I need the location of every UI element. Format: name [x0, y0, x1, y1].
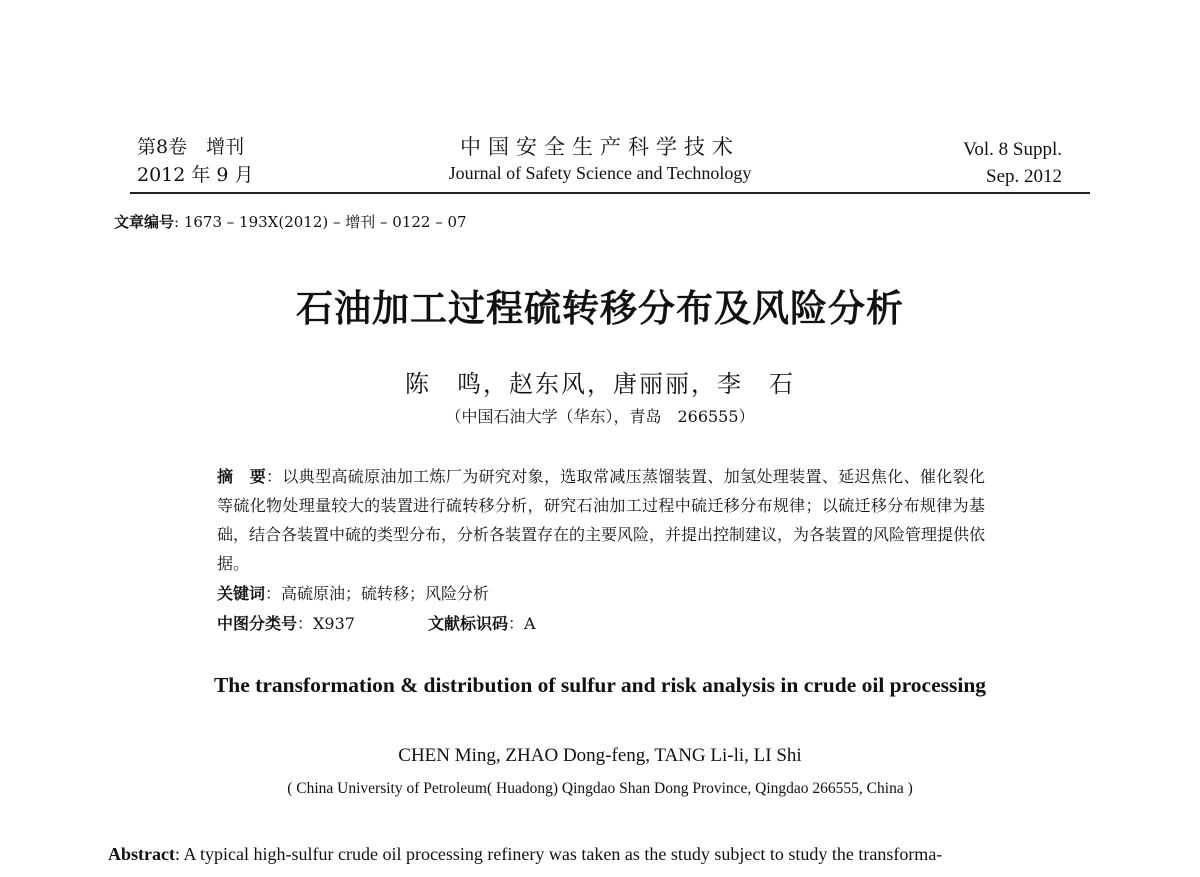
abstract-en — [108, 839, 1100, 870]
volume-issue-cn: 第8卷 增刊 — [137, 136, 245, 158]
article-number-label: 文章编号 — [114, 213, 175, 231]
document-code-label: 文献标识码 — [428, 614, 509, 633]
classification-label: 中图分类号 — [217, 614, 298, 633]
affiliation-cn: （中国石油大学（华东），青岛 266555） — [445, 407, 755, 426]
authors-en: CHEN Ming, ZHAO Dong-feng, TANG Li-li, LI Shi — [398, 745, 802, 766]
date-en: Sep. 2012 — [986, 166, 1062, 187]
affiliation-en: ( China University of Petroleum( Huadong) Qingdao Shan Dong Province, Qingdao 266555, China ) — [287, 780, 913, 797]
title-en: The transformation & distribution of sulfur and risk analysis in crude oil processing — [213, 673, 987, 697]
document-code-text: ：A — [508, 614, 536, 633]
keywords-cn — [217, 581, 489, 604]
abstract-cn — [217, 462, 985, 578]
journal-name-en: Journal of Safety Science and Technology — [448, 163, 752, 183]
abstract-en-label: Abstract — [108, 844, 175, 864]
abstract-en-text: : A typical high-sulfur crude oil processing refinery was taken as the study subject to study the transforma- — [174, 844, 943, 864]
date-cn: 2012 年 9 月 — [137, 164, 254, 186]
journal-name-cn: 中国安全生产科学技术 — [460, 135, 740, 159]
abstract-cn-text: ：以典型高硫原油加工炼厂为研究对象，选取常减压蒸馏装置、加氢处理装置、延迟焦化、催化裂化等硫化物处理量较大的装置进行硫转移分析，研究石油加工过程中硫迁移分布规律；以硫迁移分布规律为基础，结合各装置中硫的类型分布，分析各装置存在的主要风险，并提出控制建议，为各装置的风险管理提供依据。 — [217, 467, 986, 573]
authors-cn: 陈 鸣，赵东风，唐丽丽，李 石 — [405, 370, 795, 398]
abstract-cn-label: 摘 要 — [217, 467, 267, 486]
title-cn: 石油加工过程硫转移分布及风险分析 — [296, 287, 904, 330]
header-rule — [130, 192, 1090, 194]
keywords-cn-label: 关键词 — [217, 584, 266, 603]
classification-number — [217, 611, 355, 634]
classification-text: ：X937 — [297, 614, 355, 633]
document-code — [428, 611, 536, 634]
volume-issue-en: Vol. 8 Suppl. — [963, 139, 1062, 160]
article-number — [114, 211, 467, 232]
article-number-value: : 1673 – 193X(2012) – 增刊 – 0122 – 07 — [174, 213, 467, 231]
keywords-cn-text: ：高硫原油；硫转移；风险分析 — [265, 584, 490, 603]
